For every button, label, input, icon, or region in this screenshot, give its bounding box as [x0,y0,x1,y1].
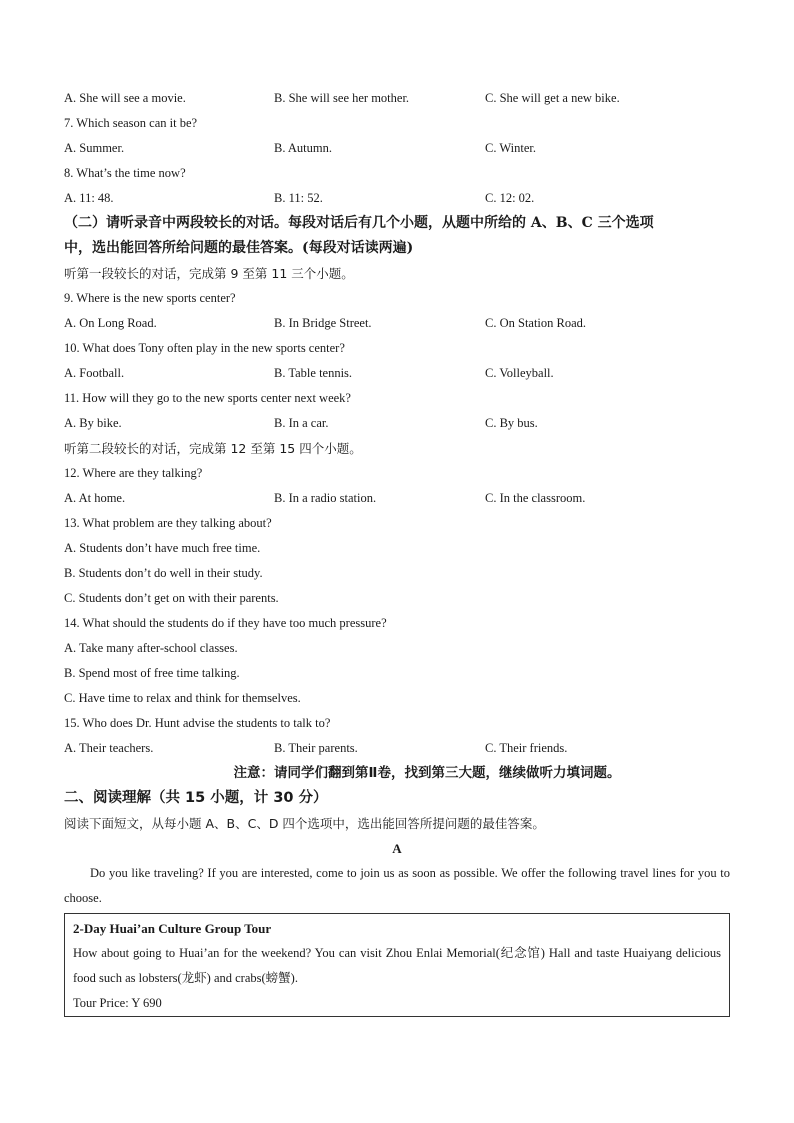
passage-letter: A [392,841,402,856]
q7-option-b: B. Autumn. [274,141,332,155]
q12-options [64,486,730,511]
tour-text: How about going to Huai’an for the weekend? You can visit Zhou Enlai Memorial(纪念馆) Hall and taste Huaiyang delicious food such as lobsters(龙虾) and crabs(螃蟹). [73,946,721,985]
q14-question: 14. What should the students do if they have too much pressure? [64,616,387,630]
q7-option-c: C. Winter. [485,141,537,155]
tour-box [64,913,730,1017]
q13-option-a: A. Students don’t have much free time. [64,541,261,555]
q15-options [64,736,730,761]
q15-option-b: B. Their parents. [274,741,358,755]
q9-options [64,311,730,336]
section2-instruction-line2: 中，选出能回答所给问题的最佳答案。(每段对话读两遍) [64,240,414,256]
part2-heading: 二、阅读理解（共 15 小题，计 30 分） [64,790,328,806]
dialogue1-intro: 听第一段较长的对话，完成第 9 至第 11 三个小题。 [64,266,354,281]
q15-option-c: C. Their friends. [485,741,568,755]
q9-option-a: A. On Long Road. [64,316,157,330]
q7-option-a: A. Summer. [64,141,125,155]
q9-option-c: C. On Station Road. [485,316,587,330]
q10-option-b: B. Table tennis. [274,366,353,380]
tour-title: 2-Day Huai’an Culture Group Tour [73,921,272,936]
passage-intro: Do you like traveling? If you are interested, come to join us as soon as possible. We offer the following travel lines for you to choose. [64,866,730,905]
q11-option-b: B. In a car. [274,416,329,430]
q8-option-b: B. 11: 52. [274,191,323,205]
q10-options [64,361,730,386]
tour-price: Tour Price: Y 690 [73,996,162,1010]
q9-question: 9. Where is the new sports center? [64,291,236,305]
q15-question: 15. Who does Dr. Hunt advise the students to talk to? [64,716,331,730]
q12-question: 12. Where are they talking? [64,466,203,480]
q13-option-b: B. Students don’t do well in their study. [64,566,263,580]
q11-option-c: C. By bus. [485,416,538,430]
exam-page [64,86,730,1017]
q11-option-a: A. By bike. [64,416,122,430]
q7-question: 7. Which season can it be? [64,116,198,130]
q8-options [64,186,730,211]
q9-option-b: B. In Bridge Street. [274,316,372,330]
q14-option-a: A. Take many after-school classes. [64,641,238,655]
part2-instruction: 阅读下面短文，从每小题 A、B、C、D 四个选项中，选出能回答所提问题的最佳答案。 [64,816,545,831]
dialogue2-intro: 听第二段较长的对话，完成第 12 至第 15 四个小题。 [64,441,362,456]
q8-question: 8. What’s the time now? [64,166,186,180]
q10-question: 10. What does Tony often play in the new sports center? [64,341,345,355]
q13-option-c: C. Students don’t get on with their parents. [64,591,279,605]
section2-instruction-line1: （二）请听录音中两段较长的对话。每段对话后有几个小题，从题中所给的 A、B、C 三个选项 [64,215,654,231]
q6-option-c: C. She will get a new bike. [485,91,620,105]
q11-question: 11. How will they go to the new sports center next week? [64,391,351,405]
q13-question: 13. What problem are they talking about? [64,516,272,530]
q15-option-a: A. Their teachers. [64,741,154,755]
q11-options [64,411,730,436]
q10-option-c: C. Volleyball. [485,366,554,380]
q10-option-a: A. Football. [64,366,125,380]
q12-option-a: A. At home. [64,491,126,505]
q6-options [64,86,730,111]
q6-option-a: A. She will see a movie. [64,91,186,105]
q6-option-b: B. She will see her mother. [274,91,410,105]
q12-option-c: C. In the classroom. [485,491,586,505]
q14-option-b: B. Spend most of free time talking. [64,666,240,680]
q8-option-a: A. 11: 48. [64,191,114,205]
q8-option-c: C. 12: 02. [485,191,535,205]
q12-option-b: B. In a radio station. [274,491,377,505]
q14-option-c: C. Have time to relax and think for themselves. [64,691,301,705]
q7-options [64,136,730,161]
notice: 注意：请同学们翻到第Ⅱ卷，找到第三大题，继续做听力填词题。 [233,765,621,781]
